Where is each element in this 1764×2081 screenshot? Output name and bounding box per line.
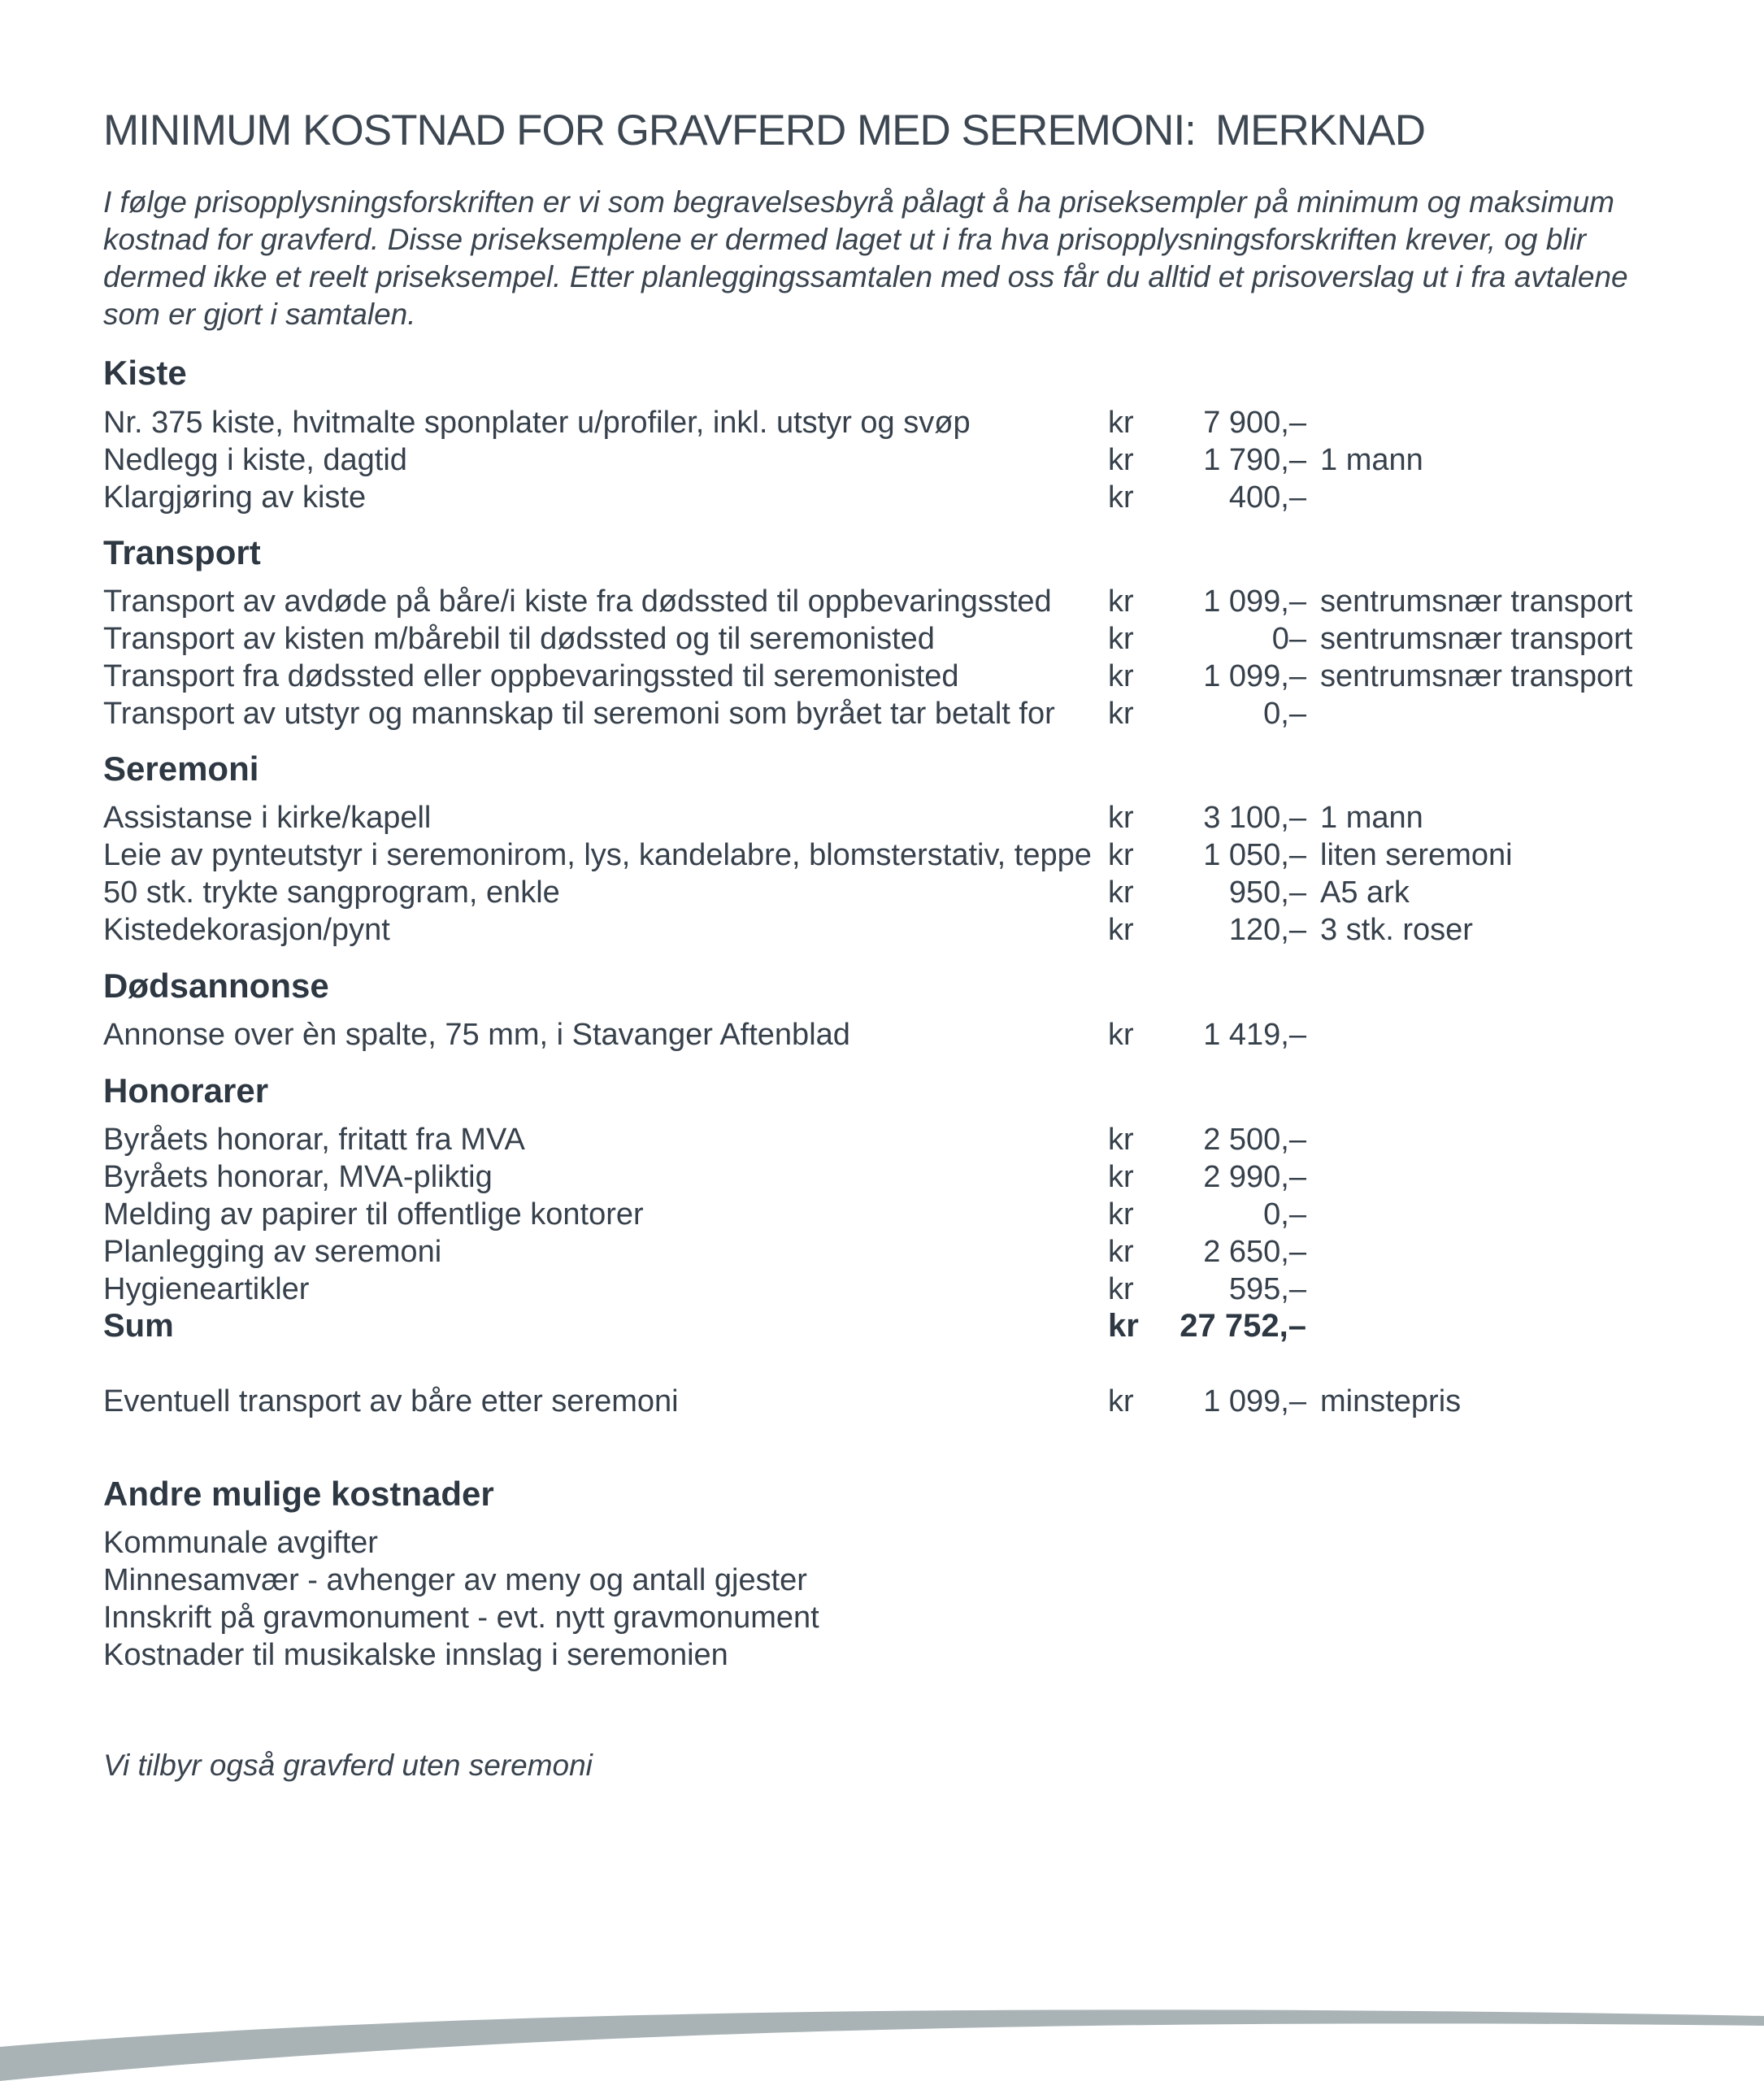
- currency-label: kr: [1108, 1235, 1134, 1269]
- currency-label: kr: [1108, 1018, 1134, 1052]
- price-row: [103, 836, 1697, 874]
- section-title-kiste: Kiste: [103, 354, 187, 392]
- row-description: Transport av avdøde på båre/i kiste fra dødssted til oppbevaringssted: [103, 584, 1052, 619]
- price-row: [103, 441, 1697, 479]
- price-row: [103, 1233, 1697, 1271]
- price-row: [103, 658, 1697, 695]
- currency-label: kr: [1108, 584, 1134, 619]
- row-description: Eventuell transport av båre etter seremoni: [103, 1384, 679, 1418]
- price-row: [103, 583, 1697, 620]
- row-description: Transport av kisten m/bårebil til dødssted og til seremonisted: [103, 622, 935, 656]
- currency-label: kr: [1108, 659, 1134, 693]
- row-amount: 1 099,–: [1203, 584, 1306, 619]
- row-description: Melding av papirer til offentlige kontorer: [103, 1197, 644, 1232]
- list-item: Minnesamvær - avhenger av meny og antall gjester: [103, 1563, 807, 1597]
- page-title: MINIMUM KOSTNAD FOR GRAVFERD MED SEREMONI:: [103, 106, 1196, 154]
- row-description: Klargjøring av kiste: [103, 480, 367, 515]
- row-note: sentrumsnær transport: [1320, 584, 1633, 619]
- currency-label: kr: [1108, 875, 1134, 910]
- row-amount: 1 099,–: [1203, 659, 1306, 693]
- row-note: 3 stk. roser: [1320, 913, 1473, 947]
- row-description: Kistedekorasjon/pynt: [103, 913, 390, 947]
- list-item: Kostnader til musikalske innslag i seremonien: [103, 1638, 728, 1672]
- row-note: minstepris: [1320, 1384, 1462, 1418]
- row-description: Nedlegg i kiste, dagtid: [103, 443, 407, 477]
- price-row: [103, 1383, 1697, 1420]
- intro-line: som er gjort i samtalen.: [103, 298, 416, 331]
- row-amount: 1 050,–: [1203, 838, 1306, 872]
- row-note: sentrumsnær transport: [1320, 622, 1633, 656]
- currency-label: kr: [1108, 443, 1134, 477]
- currency-label: kr: [1108, 1197, 1134, 1232]
- currency-label: kr: [1108, 1384, 1134, 1418]
- sum-amount: 27 752,–: [1180, 1308, 1306, 1344]
- section-title-transport: Transport: [103, 533, 261, 571]
- sum-row: [103, 1307, 1697, 1345]
- intro-line: kostnad for gravferd. Disse priseksemplene er dermed laget ut i fra hva prisopplysningsforskriften krever, og blir: [103, 223, 1587, 256]
- price-row: [103, 695, 1697, 732]
- row-description: Planlegging av seremoni: [103, 1235, 442, 1269]
- price-row: [103, 404, 1697, 441]
- row-note: A5 ark: [1320, 875, 1410, 910]
- currency-label: kr: [1108, 913, 1134, 947]
- price-row: [103, 1121, 1697, 1158]
- sum-label: Sum: [103, 1308, 174, 1344]
- row-description: Assistanse i kirke/kapell: [103, 801, 432, 835]
- section-title-honorarer: Honorarer: [103, 1071, 269, 1110]
- row-amount: 1 419,–: [1203, 1018, 1306, 1052]
- price-row: [103, 911, 1697, 949]
- row-note: 1 mann: [1320, 443, 1423, 477]
- section-title-seremoni: Seremoni: [103, 749, 259, 788]
- currency-label: kr: [1108, 838, 1134, 872]
- decorative-swoosh: [0, 1983, 1764, 2081]
- row-description: 50 stk. trykte sangprogram, enkle: [103, 875, 560, 910]
- currency-label: kr: [1108, 1272, 1134, 1306]
- intro-line: I følge prisopplysningsforskriften er vi som begravelsesbyrå pålagt å ha priseksempler på minimum og maksimum: [103, 185, 1614, 219]
- row-description: Nr. 375 kiste, hvitmalte sponplater u/profiler, inkl. utstyr og svøp: [103, 406, 971, 440]
- row-amount: 2 500,–: [1203, 1123, 1306, 1157]
- section-title-other-costs: Andre mulige kostnader: [103, 1475, 494, 1513]
- page-header: [103, 106, 1426, 155]
- row-amount: 0,–: [1263, 1197, 1306, 1232]
- price-row: [103, 1016, 1697, 1054]
- row-note: liten seremoni: [1320, 838, 1513, 872]
- other-costs-list: [103, 1524, 819, 1674]
- list-item: Kommunale avgifter: [103, 1526, 378, 1560]
- price-row: [103, 1158, 1697, 1196]
- row-description: Leie av pynteutstyr i seremonirom, lys, kandelabre, blomsterstativ, teppe: [103, 838, 1092, 872]
- row-description: Byråets honorar, fritatt fra MVA: [103, 1123, 525, 1157]
- row-note: 1 mann: [1320, 801, 1423, 835]
- row-description: Hygieneartikler: [103, 1272, 310, 1306]
- currency-label: kr: [1108, 406, 1134, 440]
- currency-label: kr: [1108, 697, 1134, 731]
- currency-label: kr: [1108, 1160, 1134, 1194]
- currency-label: kr: [1108, 801, 1134, 835]
- row-amount: 950,–: [1228, 875, 1306, 910]
- footer-note: Vi tilbyr også gravferd uten seremoni: [103, 1749, 593, 1782]
- currency-label: kr: [1108, 622, 1134, 656]
- price-row: [103, 874, 1697, 911]
- remark-column-header: MERKNAD: [1215, 106, 1426, 154]
- currency-label: kr: [1108, 480, 1134, 515]
- row-description: Annonse over èn spalte, 75 mm, i Stavanger Aftenblad: [103, 1018, 850, 1052]
- intro-line: dermed ikke et reelt priseksempel. Etter planleggingssamtalen med oss får du alltid et prisoverslag ut i fra avtalene: [103, 260, 1628, 293]
- row-description: Transport fra dødssted eller oppbevaringssted til seremonisted: [103, 659, 959, 693]
- price-row: [103, 1271, 1697, 1308]
- row-description: Transport av utstyr og mannskap til seremoni som byrået tar betalt for: [103, 697, 1055, 731]
- currency-label: kr: [1108, 1308, 1139, 1344]
- row-amount: 400,–: [1228, 480, 1306, 515]
- row-amount: 595,–: [1228, 1272, 1306, 1306]
- price-row: [103, 1196, 1697, 1233]
- row-amount: 1 790,–: [1203, 443, 1306, 477]
- row-amount: 120,–: [1228, 913, 1306, 947]
- currency-label: kr: [1108, 1123, 1134, 1157]
- row-amount: 0–: [1271, 622, 1306, 656]
- row-amount: 0,–: [1263, 697, 1306, 731]
- price-row: [103, 479, 1697, 516]
- price-row: [103, 799, 1697, 836]
- section-title-dodsannonse: Dødsannonse: [103, 967, 329, 1005]
- intro-paragraph: [103, 184, 1697, 333]
- row-note: sentrumsnær transport: [1320, 659, 1633, 693]
- row-description: Byråets honorar, MVA-pliktig: [103, 1160, 493, 1194]
- row-amount: 7 900,–: [1203, 406, 1306, 440]
- price-row: [103, 620, 1697, 658]
- row-amount: 2 990,–: [1203, 1160, 1306, 1194]
- row-amount: 3 100,–: [1203, 801, 1306, 835]
- row-amount: 1 099,–: [1203, 1384, 1306, 1418]
- row-amount: 2 650,–: [1203, 1235, 1306, 1269]
- list-item: Innskrift på gravmonument - evt. nytt gravmonument: [103, 1601, 819, 1635]
